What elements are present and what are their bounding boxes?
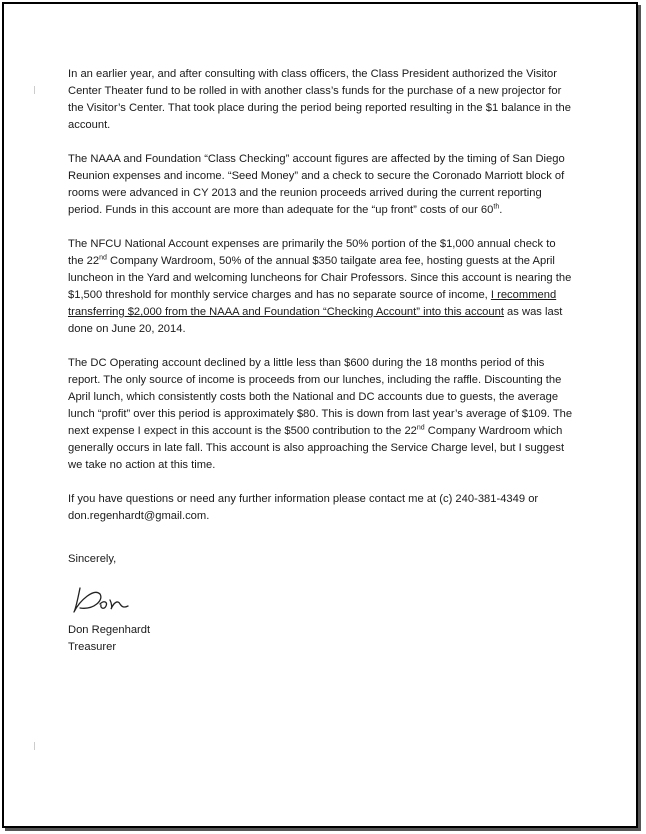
superscript: nd [416, 424, 425, 432]
scan-mark [34, 86, 38, 94]
signer-title: Treasurer [68, 641, 117, 653]
paragraph-text: Company Wardroom which generally occurs in late fall. This account is also approaching the Service Charge level, but I suggest we take no action at this time. [68, 425, 565, 471]
paragraph-text: The DC Operating account declined by a little less than $600 during the 18 months period of this report. The only source of income is proceeds from our lunches, including the raffle. Discounting the April lunch, which consistently costs both the National and DC accounts due to guests, the average lunch “profit” over this period is approximately $80. This is down from last year’s average of $109. The next expense I expect in this account is the $500 contribution to the 22 [68, 357, 573, 437]
paragraph-nfcu-account [68, 236, 574, 338]
letter-body [68, 66, 574, 656]
paragraph-contact: If you have questions or need any further information please contact me at (c) 240-381-4349 or don.regenhardt@gmail.com. [68, 493, 539, 522]
paragraph-text: The NAAA and Foundation “Class Checking” account figures are affected by the timing of San Diego Reunion expenses and income. “Seed Money” and a check to secure the Coronado Marriott block of rooms were advanced in CY 2013 and the reunion proceeds arrived during the current reporting period. Funds in this account are more than adequate for the “up front” costs of our 60 [68, 153, 565, 216]
paragraph-dc-operating [68, 355, 574, 474]
paragraph-text: The NFCU National Account expenses are primarily the 50% portion of the $1,000 annual check to the 22 [68, 238, 556, 267]
signature-block [68, 622, 574, 656]
paragraph-text: . [499, 204, 503, 216]
paragraph-text: as was last done on June 20, 2014. [68, 306, 563, 335]
paragraph-visitor-center: In an earlier year, and after consulting with class officers, the Class President authorized the Visitor Center Theater fund to be rolled in with another class’s funds for the purchase of a new projector for the Visitor’s Center. That took place during the period being reported resulting in the $1 balance in the account. [68, 68, 571, 131]
signer-name: Don Regenhardt [68, 624, 151, 636]
recommendation-underlined: I recommend transferring $2,000 from the NAAA and Foundation “Checking Account” into this account [68, 289, 557, 318]
signature-image [70, 578, 150, 618]
scan-mark [34, 742, 38, 750]
closing: Sincerely, [68, 553, 117, 565]
paragraph-text: Company Wardroom, 50% of the annual $350 tailgate area fee, hosting guests at the April luncheon in the Yard and welcoming luncheons for Chair Professors. Since this account is nearing the $1,500 threshold for monthly service charges and has no separate source of income, [68, 255, 572, 301]
superscript: th [493, 203, 500, 211]
paragraph-class-checking [68, 151, 574, 219]
superscript: nd [99, 254, 107, 262]
